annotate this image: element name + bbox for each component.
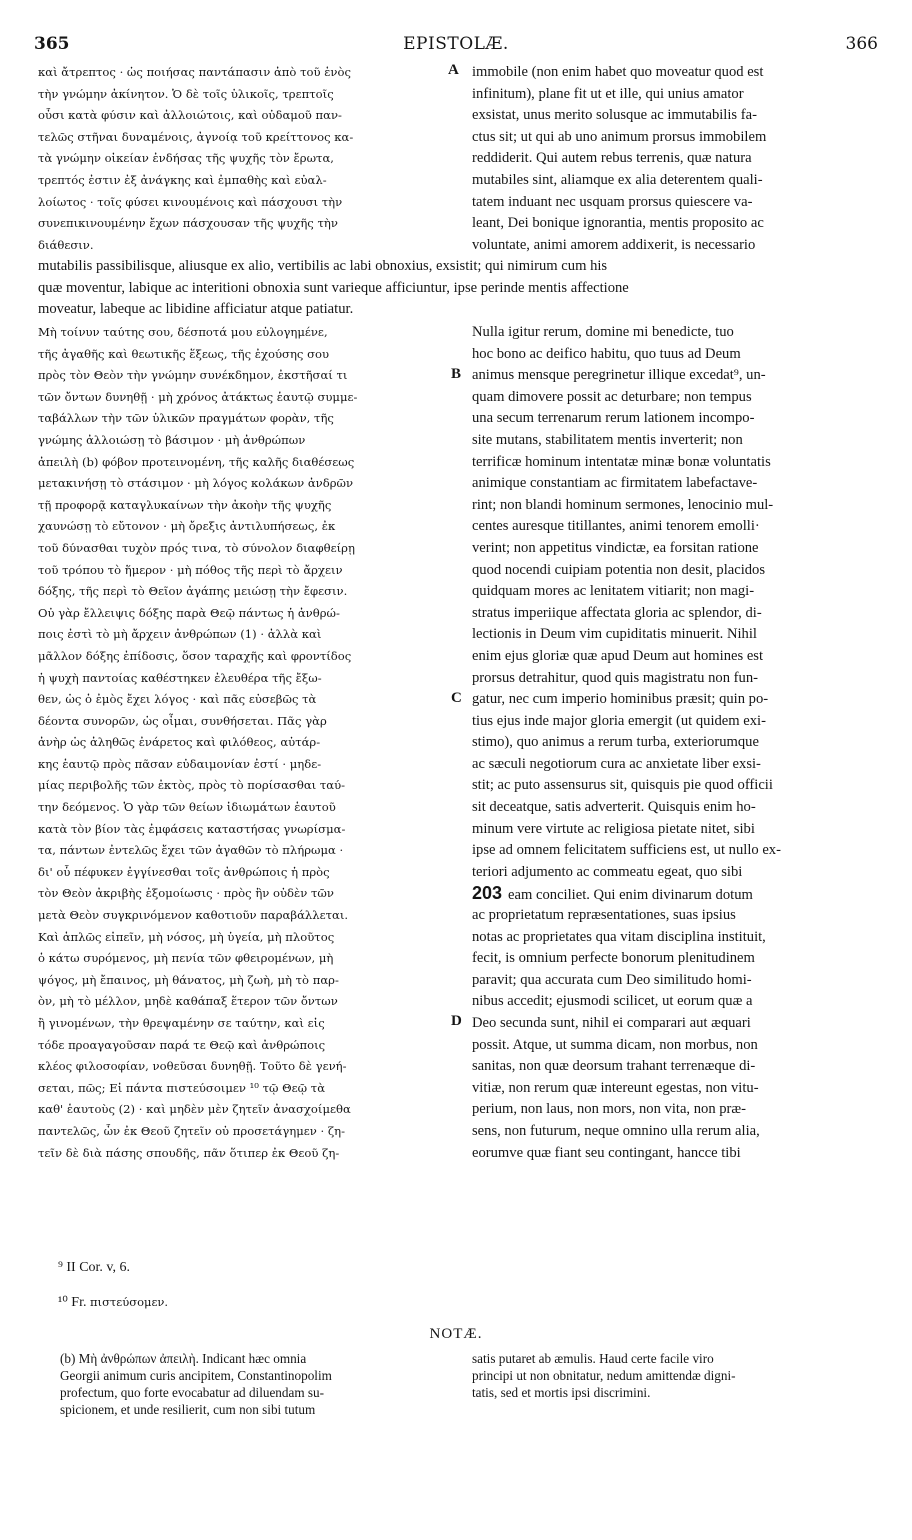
note-line: (b) Μὴ ἀνθρώπων ἀπειλὴ. Indicant hæc omnia [60,1351,307,1366]
greek-line: τελῶς στῆναι δυναμένοις, ἀγνοίᾳ τοῦ κρείττονος κα- [38,129,354,144]
greek-line: πρὸς τὸν Θεὸν τὴν γνώμην συνέκδημον, ἐκστῆσαί τι [38,368,348,383]
latin-line: leant, Dei bonique ignorantia, mentis proposito ac [472,215,764,232]
greek-line: ἀπειλὴ (b) φόβον προτεινομένη, τῆς καλῆς διαθέσεως [38,454,355,469]
greek-line: ταβάλλων τὴν τῶν ὑλικῶν πραγμάτων φορὰν, τῆς [38,411,334,426]
greek-line: τεῖν δὲ διὰ πάσης σπουδῆς, πᾶν ὅτιπερ ἐκ Θεοῦ ζη- [38,1145,340,1160]
latin-line: reddiderit. Qui autem rebus terrenis, quæ natura [472,150,752,167]
latin-line: site mutans, stabilitatem mentis inverterit; non [472,431,743,448]
latin-line: quod nocendi cuipiam potentia non desit, placidos [472,561,766,578]
latin-line: vitiæ, non rerum quæ intereunt egestas, non vitu- [472,1079,759,1096]
margin-letter-c: C [451,690,462,706]
greek-line: ψόγος, μὴ ἔπαινος, μὴ θάνατος, μὴ ζωὴ, μὴ τὸ παρ- [38,972,339,987]
greek-line: τα, πάντων ἐντελῶς ἔχει τῶν ἀγαθῶν τὸ πλήρωμα · [38,843,344,858]
latin-line: teriori adjumento ac commeatu egeat, quo sibi [472,863,743,880]
note-line: tatis, sed et mortis ipsi discrimini. [472,1385,651,1400]
page-number-right: 366 [845,34,878,54]
latin-line: rint; non blandi hominum sermones, lenocinio mul- [472,496,774,513]
running-title: EPISTOLÆ. [403,34,509,54]
greek-line: τὸν Θεὸν ἀκριβὴς ἐξομοίωσις · πρὸς ἣν οὐδὲν τῶν [38,886,334,901]
latin-line: Deo secunda sunt, nihil ei comparari aut æquari [472,1015,751,1031]
running-header [34,34,878,58]
greek-line: κλέος φιλοσοφίαν, νοθεῦσαι δυνηθῇ. Τοῦτο δὲ γενή- [38,1059,347,1074]
greek-line: την δεόμενος. Ὁ γὰρ τῶν θείων ἰδιωμάτων ἑαυτοῦ [38,800,336,815]
latin-line: fecit, is omnium perfecte bonorum plenitudinem [472,950,755,967]
greek-line: καὶ ἄτρεπτος · ὡς ποιήσας παντάπασιν ἀπὸ τοῦ ἑνὸς [38,65,351,79]
greek-line: κης ἑαυτῷ πρὸς πᾶσαν εὐδαιμονίαν ἐστί · μηδε- [38,756,322,771]
latin-line: mutabiles sint, aliamque ex alia deterentem quali- [472,171,763,188]
greek-line: χαυνώσῃ τὸ εὔτονον · μὴ ὄρεξις ἀντιλυπήσεως, ἐκ [38,519,336,534]
greek-line: μᾶλλον δόξης ἐπίδοσις, ὅσον ταραχῆς καὶ φροντίδος [38,648,352,663]
latin-line: mutabilis passibilisque, aliusque ex alio, vertibilis ac labi obnoxius, exsistit; qui nimirum cum his [38,258,608,274]
greek-line: τὴν γνώμην ἀκίνητον. Ὁ δὲ τοῖς ὑλικοῖς, τρεπτοῖς [38,86,334,101]
latin-line-text: eam conciliet. Qui enim divinarum dotum [508,887,753,904]
margin-letter-b: B [451,366,462,382]
greek-column-main [38,322,460,1164]
footnote-10-greek: πιστεύσομεν. [90,1295,169,1309]
latin-column-main [472,322,880,1164]
margin-letter-a: A [448,62,459,78]
latin-line: terrificæ hominum intentatæ minæ bonæ voluntatis [472,453,771,470]
greek-line: ὁ κάτω συρόμενος, μὴ πενία τῶν φθειρομένων, μὴ [38,951,334,966]
greek-line: τοῦ δύνασθαι τυχὸν πρός τινα, τὸ σύνολον διαφθείρῃ [38,540,355,555]
greek-line: γνώμης ἀλλοιώσῃ τὸ βάσιμον · μὴ ἀνθρώπων [38,432,306,447]
greek-line: Μὴ τοίνυν ταύτης σου, δέσποτά μου εὐλογημένε, [38,325,328,339]
greek-line: τῶν ὄντων δυνηθῇ · μὴ χρόνος ἀτάκτως ἑαυτῷ συμμε- [38,389,358,404]
notes-right-column [472,1350,882,1401]
latin-line: animus mensque peregrinetur illique excedat⁹, un- [472,367,766,384]
latin-line: gatur, nec cum imperio hominibus præsit; quin po- [472,691,769,708]
greek-line: Καὶ ἁπλῶς εἰπεῖν, μὴ νόσος, μὴ ὑγεία, μὴ πλοῦτος [38,929,335,944]
latin-line: exsistat, unus merito solusque ac immutabilis fa- [472,107,757,124]
latin-line: enim ejus gloriæ quæ apud Deum aut homines est [472,647,764,664]
latin-line: una secum terrenarum rerum lationem incompo- [472,410,755,427]
latin-line: stimo), quo animus a rerum turba, exteriorumque [472,734,759,751]
greek-column-top [38,62,460,256]
greek-line: Οὐ γὰρ ἔλλειψις δόξης παρὰ Θεῷ πάντως ἡ ἀνθρώ- [38,605,340,620]
note-line: spicionem, et unde resilierit, cum non sibi tutum [60,1402,316,1417]
latin-line: sanitas, non quæ deorsum trahant terrenæque di- [472,1058,756,1075]
greek-line: τῆς ἀγαθῆς καὶ θεωτικῆς ἕξεως, τῆς ἐχούσης σου [38,346,330,361]
greek-line: τὰ γνώμην οἰκείαν ἐνδήσας τῆς ψυχῆς τὸν ἔρωτα, [38,151,334,166]
greek-line: δόξης, τῆς περὶ τὸ Θεῖον ἀγάπης μειώσῃ τὴν ἔφεσιν. [38,584,348,599]
greek-line: κατὰ τὸν βίον τὰς ἐμφάσεις καταστήσας γνωρίσμα- [38,821,346,836]
notes-left-column [60,1350,460,1418]
page-number-left: 365 [34,34,70,54]
latin-line: paravit; qua accurata cum Deo similitudo homi- [472,971,752,988]
greek-line: ὸν, μὴ τὸ μέλλον, μηδὲ καθάπαξ ἕτερον τῶν ὄντων [38,994,338,1009]
greek-line: διάθεσιν. [38,237,94,252]
margin-letter-d: D [451,1013,462,1029]
latin-line: minum vere virtute ac religiosa pietate nitet, sibi [472,820,755,837]
greek-line: τῇ προφορᾷ καταγλυκαίνων τὴν ἀκοὴν τῆς ψυχῆς [38,497,332,512]
greek-line: συνεπικινουμένην ἔχων πάσχουσαν τῆς ψυχῆς τὴν [38,216,338,231]
latin-full-width-block [38,256,880,321]
latin-line: prorsus detrahitur, quod quis magistratu non fun- [472,669,758,686]
latin-line: possit. Atque, ut summa dicam, non morbus, non [472,1036,758,1053]
latin-line: voluntate, animi amorem addixerit, is necessario [472,236,756,253]
greek-line: οὖσι κατὰ φύσιν καὶ ἀλλοιώτοις, καὶ οὐδαμοῦ παν- [38,108,342,123]
latin-line: sens, non futurum, neque omnino ulla rerum alia, [472,1122,760,1139]
greek-line: ἡ ψυχὴ παντοίας καθέστηκεν ἐλευθέρα τῆς ἔξω- [38,670,322,685]
latin-line: tius ejus inde major gloria emergit (ut quidem exi- [472,712,766,729]
greek-line: σεται, πῶς; Εἰ πάντα πιστεύσοιμεν ¹⁰ τῷ Θεῷ τὰ [38,1080,326,1095]
latin-line: hoc bono ac deifico habitu, quo tuus ad Deum [472,345,741,362]
footnote-10-label: ¹⁰ Fr. [58,1295,87,1310]
latin-line: tatem induant nec usquam prorsus quiescere va- [472,193,753,210]
greek-line: ἀνὴρ ὡς ἀληθῶς ἐνάρετος καὶ φιλόθεος, αὐτάρ- [38,735,321,750]
latin-line: ac sæculi negotiorum cura ac anxietate liber exsi- [472,755,761,772]
greek-line: τόδε προαγαγοῦσαν παρά τε Θεῷ καὶ ἀνθρώποις [38,1037,326,1052]
latin-line: centes auresque titillantes, animi tenorem emolli· [472,518,760,535]
latin-line: immobile (non enim habet quo moveatur quod est [472,64,764,80]
greek-line: παντελῶς, ὧν ἐκ Θεοῦ ζητεῖν οὐ προσετάγημεν · ζη- [38,1123,346,1138]
latin-line: nibus accedit; ejusmodi scilicet, ut eorum quæ a [472,993,753,1010]
greek-line: μετακινήσῃ τὸ στάσιμον · μὴ λόγος κολάκων ἀνδρῶν [38,476,354,491]
latin-line: notas ac proprietates qua vitam disciplina instituit, [472,928,766,945]
greek-line: μίας περιβολῆς τῶν ἐκτὸς, πρὸς τὸ πορίσασθαι ταύ- [38,778,346,793]
latin-line: perium, non laus, non mors, non vita, non præ- [472,1101,747,1118]
greek-line: μετὰ Θεὸν συγκρινόμενον καθοτιοῦν παραβάλλεται. [38,908,349,923]
notes-heading: NOTÆ. [429,1326,483,1342]
greek-line: τοῦ τρόπου τὸ ἥμερον · μὴ πόθος τῆς περὶ τὸ ἄρχειν [38,562,343,577]
latin-column-top [472,62,880,256]
note-line: principi ut non obnitatur, nedum amittendæ digni- [472,1368,736,1383]
greek-line: δέοντα συνορῶν, ὡς οἶμαι, συνθήσεται. Πᾶς γὰρ [38,713,327,728]
latin-line: quæ moventur, labique ac interitioni obnoxia sunt varieque afficiuntur, ipse perinde mentis affectione [38,279,629,296]
note-line: profectum, quo forte evocabatur ad diluendam su- [60,1385,325,1400]
column-number: 203 [472,883,503,904]
latin-line: ac proprietatum repræsentationes, suas ipsius [472,907,736,924]
latin-line: sit deceatque, satis adverterit. Quisquis enim ho- [472,799,756,816]
greek-line: τρεπτός ἐστιν ἐξ ἀνάγκης καὶ ἐμπαθὴς καὶ εὐαλ- [38,172,327,187]
greek-line: ἢ γινομένων, τὴν θρεψαμένην σε ταύτην, καὶ εἰς [38,1016,325,1030]
latin-line: animique constantiam ac firmitatem labefactave- [472,475,758,492]
greek-line: ποις ἐστὶ τὸ μὴ ἄρχειν ἀνθρώπων (1) · ἀλλὰ καὶ [38,627,322,642]
latin-line: stit; ac puto assensurus sit, quisquis pie quod officii [472,777,773,794]
greek-line: θεν, ὡς ὁ ἐμὸς ἔχει λόγος · καὶ πᾶς εὐσεβῶς τὰ [38,692,317,707]
footnote-9: ⁹ II Cor. v, 6. [58,1260,131,1275]
latin-line: infinitum), plane fit ut et ille, qui unius amator [472,85,744,102]
latin-line: stratus imperiique affectata gloria ac splendor, di- [472,604,762,621]
note-line: satis putaret ab æmulis. Haud certe facile viro [472,1351,714,1366]
latin-line: Nulla igitur rerum, domine mi benedicte, tuo [472,324,734,340]
latin-line: quam dimovere possit ac deturbare; non tempus [472,388,752,405]
greek-line: καθ' ἑαυτοὺς (2) · καὶ μηδὲν μὲν ζητεῖν ἀνασχοίμεθα [38,1102,351,1117]
greek-line: δι' οὗ πέφυκεν ἐγγίνεσθαι τοῖς ἀνθρώποις ἡ πρὸς [38,864,330,879]
latin-line: quidquam mores ac lenitatem vitiarit; non magi- [472,583,755,600]
greek-line: λοίωτος · τοῖς φύσει κινουμένοις καὶ πάσχουσι τὴν [38,194,343,209]
latin-line: ipse ad omnem felicitatem sufficiens est, ut nullo ex- [472,842,781,859]
note-line: Georgii animum curis ancipitem, Constantinopolim [60,1368,332,1383]
latin-line: verint; non appetitus vindictæ, ea forsitan ratione [472,539,759,556]
latin-line: moveatur, labeque ac libidine afficiatur atque patiatur. [38,301,354,318]
latin-line-with-column-number [472,883,880,905]
latin-line: ctus sit; ut qui ab uno animum prorsus immobilem [472,128,767,145]
latin-line: eorumve quæ fiant seu contingant, hancce tibi [472,1144,741,1161]
latin-line: lectionis in Deum vim cupiditatis minuerit. Nihil [472,626,757,643]
footnote-10 [58,1294,168,1311]
